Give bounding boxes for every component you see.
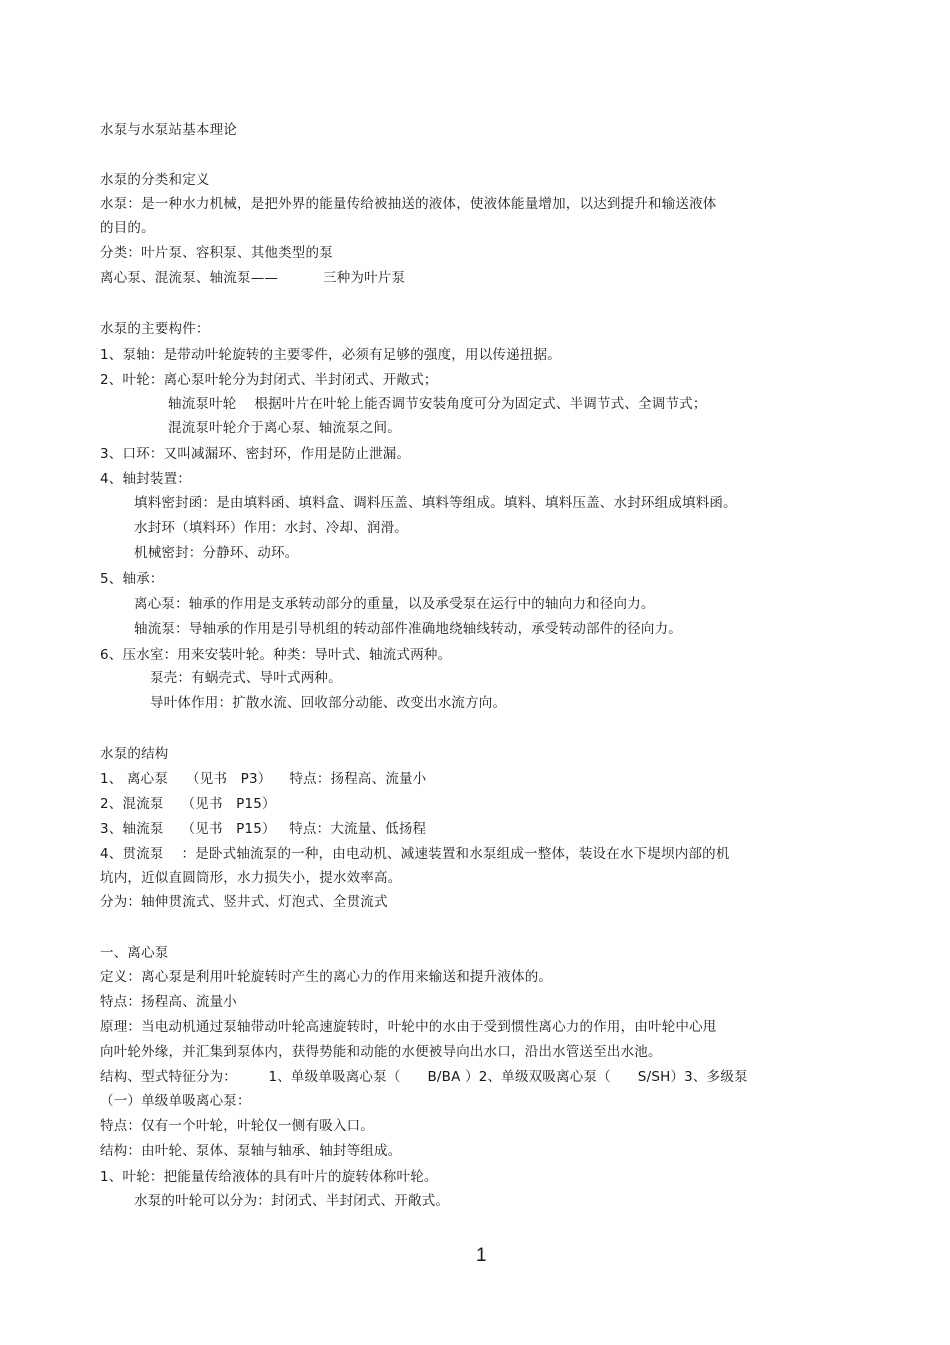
text-line: 分类：叶片泵、容积泵、其他类型的泵: [100, 245, 333, 261]
list-item: 3、口环：又叫减漏环、密封环，作用是防止泄漏。: [100, 446, 411, 462]
text-line: 向叶轮外缘，并汇集到泵体内，获得势能和动能的水便被导向出水口，沿出水管送至出水池。: [100, 1044, 662, 1060]
text-line: 坑内，近似直圆筒形，水力损失小，提水效率高。: [100, 870, 402, 886]
text-line: 特点：扬程高、流量小: [100, 994, 237, 1010]
page-number: 1: [476, 1245, 487, 1266]
subsection-heading: （一）单级单吸离心泵：: [100, 1093, 251, 1109]
list-item: 4、贯流泵 ：是卧式轴流泵的一种，由电动机、减速装置和水泵组成一整体，装设在水下堤坝内部的机: [100, 846, 730, 862]
text-line: 的目的。: [100, 220, 155, 236]
list-subitem: 离心泵：轴承的作用是支承转动部分的重量，以及承受泵在运行中的轴向力和径向力。: [134, 596, 655, 612]
section-heading: 水泵的结构: [100, 746, 169, 762]
text-line: 结构：由叶轮、泵体、泵轴与轴承、轴封等组成。: [100, 1143, 402, 1159]
list-item: 3、轴流泵 （见书 P15） 特点：大流量、低扬程: [100, 821, 427, 837]
list-item: 2、混流泵 （见书 P15）: [100, 796, 276, 812]
text-line: 结构、型式特征分为： 1、单级单吸离心泵（ B/BA ）2、单级双吸离心泵（ S/SH）3、多级泵: [100, 1069, 748, 1085]
list-subitem: 水泵的叶轮可以分为：封闭式、半封闭式、开敞式。: [134, 1193, 450, 1209]
list-subitem: 轴流泵叶轮 根据叶片在叶轮上能否调节安装角度可分为固定式、半调节式、全调节式；: [168, 396, 707, 412]
list-item: 4、轴封装置：: [100, 471, 191, 487]
list-subitem: 机械密封：分静环、动环。: [134, 545, 299, 561]
list-item: 1、叶轮：把能量传给液体的具有叶片的旋转体称叶轮。: [100, 1169, 438, 1185]
section-heading: 一、离心泵: [100, 945, 169, 961]
text-line: 定义：离心泵是利用叶轮旋转时产生的离心力的作用来输送和提升液体的。: [100, 969, 553, 985]
list-subitem: 填料密封函：是由填料函、填料盒、调料压盖、填料等组成。填料、填料压盖、水封环组成填料函。: [134, 495, 737, 511]
text-line: 离心泵、混流泵、轴流泵—— 三种为叶片泵: [100, 270, 406, 286]
text-line: 水泵：是一种水力机械，是把外界的能量传给被抽送的液体，使液体能量增加，以达到提升和输送液体: [100, 196, 717, 212]
list-item: 1、 离心泵 （见书 P3） 特点：扬程高、流量小: [100, 771, 427, 787]
section-heading: 水泵的主要构件：: [100, 321, 210, 337]
list-subitem: 泵壳：有蜗壳式、导叶式两种。: [150, 670, 342, 686]
list-item: 5、轴承：: [100, 571, 164, 587]
text-line: 分为：轴伸贯流式、竖井式、灯泡式、全贯流式: [100, 894, 388, 910]
list-subitem: 混流泵叶轮介于离心泵、轴流泵之间。: [168, 420, 401, 436]
document-title: 水泵与水泵站基本理论: [100, 122, 237, 138]
section-heading: 水泵的分类和定义: [100, 172, 210, 188]
list-subitem: 水封环（填料环）作用：水封、冷却、润滑。: [134, 520, 408, 536]
list-item: 2、叶轮：离心泵叶轮分为封闭式、半封闭式、开敞式；: [100, 372, 438, 388]
list-subitem: 轴流泵：导轴承的作用是引导机组的转动部件准确地绕轴线转动，承受转动部件的径向力。: [134, 621, 682, 637]
list-item: 6、压水室：用来安装叶轮。种类：导叶式、轴流式两种。: [100, 647, 452, 663]
text-line: 特点：仅有一个叶轮，叶轮仅一侧有吸入口。: [100, 1118, 374, 1134]
list-subitem: 导叶体作用：扩散水流、回收部分动能、改变出水流方向。: [150, 695, 507, 711]
text-line: 原理：当电动机通过泵轴带动叶轮高速旋转时，叶轮中的水由于受到惯性离心力的作用，由叶轮中心甩: [100, 1019, 717, 1035]
list-item: 1、泵轴：是带动叶轮旋转的主要零件，必须有足够的强度，用以传递扭据。: [100, 347, 561, 363]
